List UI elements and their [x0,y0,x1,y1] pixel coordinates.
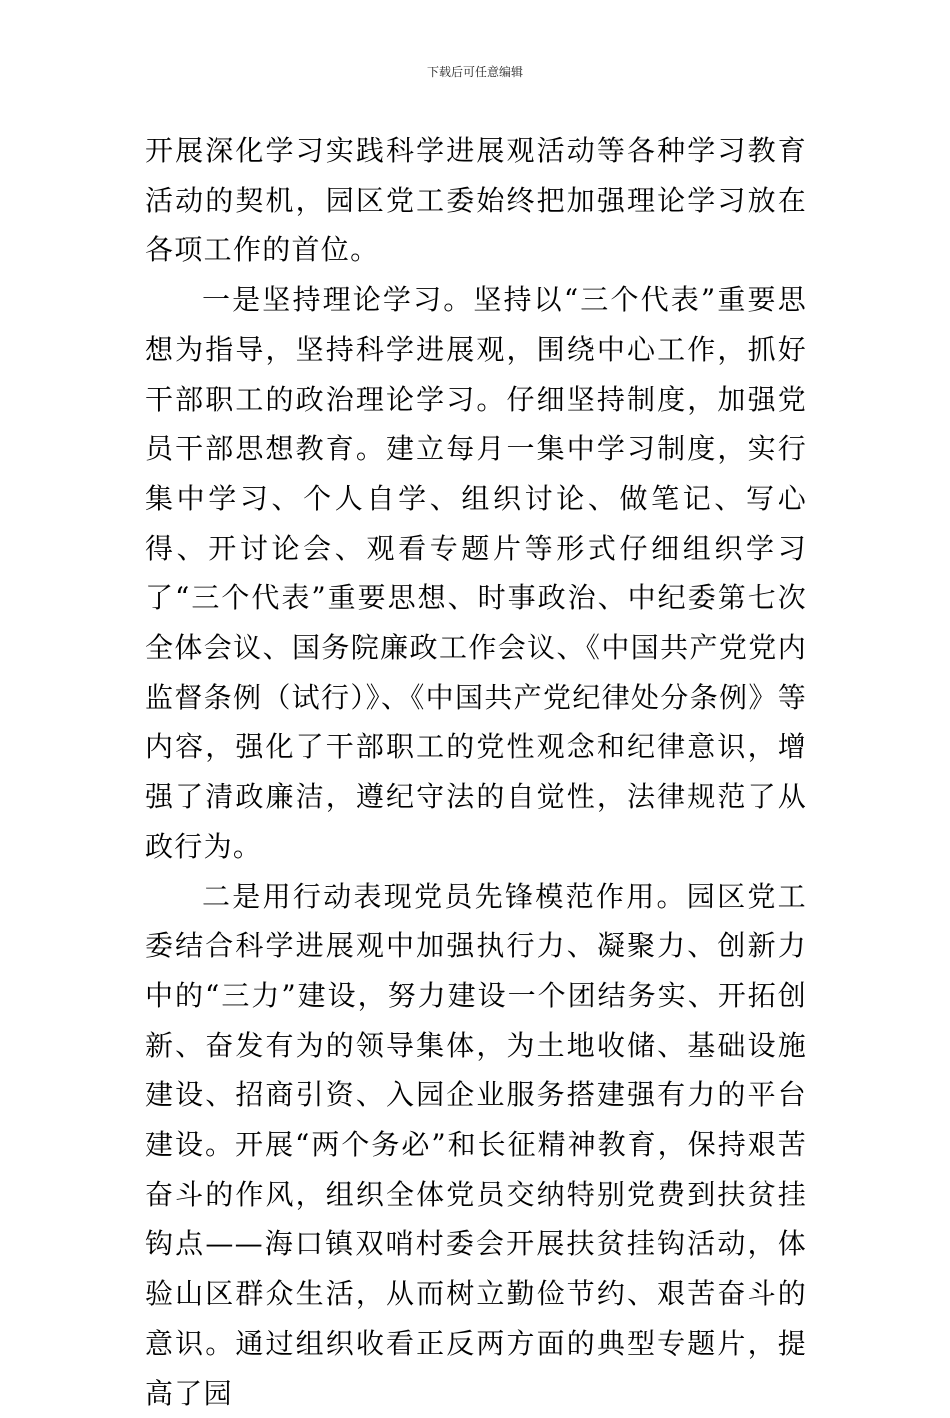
paragraph-theory-study: 一是坚持理论学习。坚持以“三个代表”重要思想为指导，坚持科学进展观，围绕中心工作，抓好干部职工的政治理论学习。仔细坚持制度，加强党员干部思想教育。建立每月一集中学习制度，实行集中学习、个人自学、组织讨论、做笔记、写心得、开讨论会、观看专题片等形式仔细组织学习了“三个代表”重要思想、时事政治、中纪委第七次全体会议、国务院廉政工作会议、《中国共产党党内监督条例（试行）》、《中国共产党纪律处分条例》等内容，强化了干部职工的党性观念和纪律意识，增强了清政廉洁，遵纪守法的自觉性，法律规范了从政行为。 [145,283,807,863]
paragraph-continuation: 开展深化学习实践科学进展观活动等各种学习教育活动的契机，园区党工委始终把加强理论学习放在各项工作的首位。 [145,134,807,267]
paragraph-vanguard-role: 二是用行动表现党员先锋模范作用。园区党工委结合科学进展观中加强执行力、凝聚力、创新力中的“三力”建设，努力建设一个团结务实、开拓创新、奋发有为的领导集体，为土地收储、基础设施建设、招商引资、入园企业服务搭建强有力的平台建设。开展“两个务必”和长征精神教育，保持艰苦奋斗的作风，组织全体党员交纳特别党费到扶贫挂钩点——海口镇双哨村委会开展扶贫挂钩活动，体验山区群众生活，从而树立勤俭节约、艰苦奋斗的意识。通过组织收看正反两方面的典型专题片，提高了园 [145,879,807,1410]
page-header-note: 下载后可任意编辑 [426,65,523,79]
document-body [145,126,807,1418]
